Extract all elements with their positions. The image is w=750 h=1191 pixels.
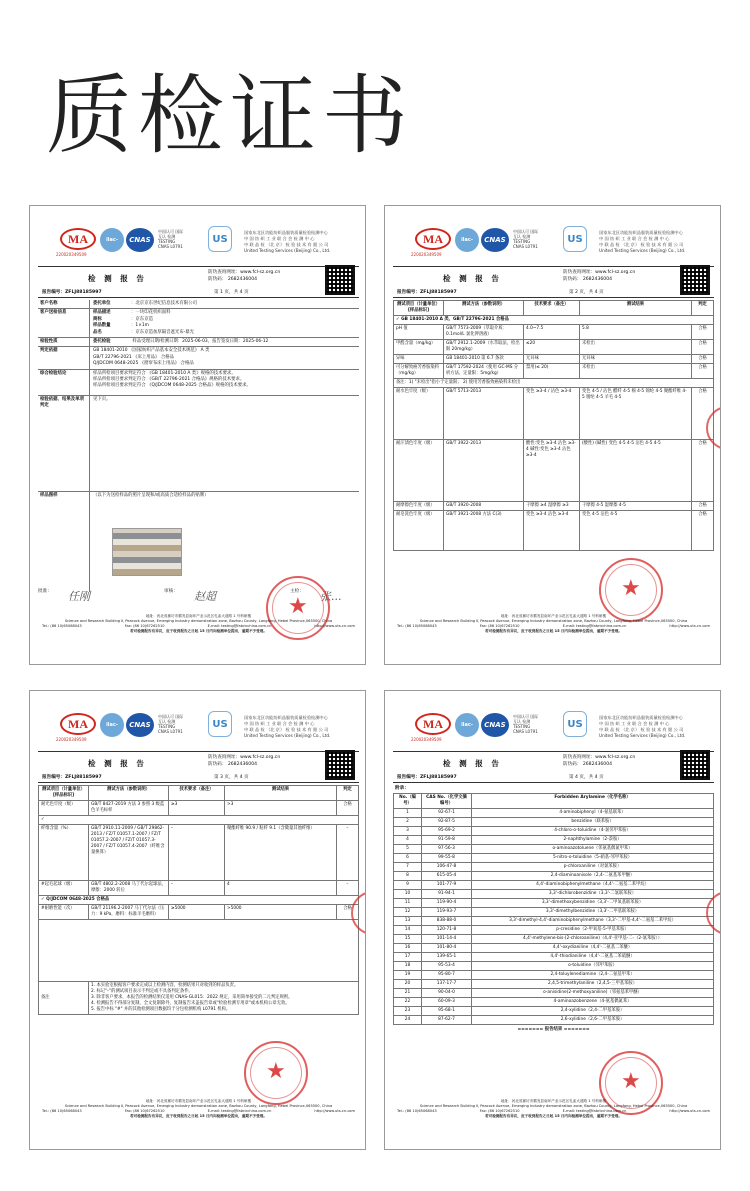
- cell-cas: 92-87-5: [422, 818, 472, 827]
- table-row: 耐皂洗色牢度（级） GB/T 3921-2008 方法 C(3) 变色 ≥3-4 沾色 ≥3-4 变色 4-5 沾色 4-5 合格: [394, 511, 714, 551]
- cell-no: 19: [394, 971, 422, 980]
- sample-row: 客户送检信息 样品描述 ：一块印花机织面料 商标 ：京东京造 样品数量 ：1×1m 品名 ：京东京造加厚隔音遮光布-暴光: [38, 309, 359, 338]
- cma-number: 220020349509: [411, 737, 442, 742]
- cell-no: 11: [394, 899, 422, 908]
- report-page-1: [29, 205, 366, 665]
- cell-cas: 87-62-7: [422, 1016, 472, 1025]
- table-row: 耐水色牢度（级） GB/T 5713-2013 变色 ≥3-4 / 沾色 ≥3-4 变色 4-5 / 沾色 醋纤 4-5 棉 4-5 锦纶 4-5 聚酯纤维 4-5 腈纶 4-5 羊毛 4-5 合格: [394, 388, 714, 440]
- cell-cas: 95-69-2: [422, 827, 472, 836]
- cell-name: 4,4'-diaminobiphenylmethane（4,4'-二氨基二苯甲烷）: [472, 881, 714, 890]
- cell-no: 22: [394, 998, 422, 1007]
- ilac-logo: ilac-MRA: [455, 713, 479, 737]
- cell-no: 15: [394, 935, 422, 944]
- cell-name: 3,3'-dichlorobenzidine（3,3'-二氯联苯胺）: [472, 890, 714, 899]
- page-number: 第 1 页，共 4 页: [214, 290, 249, 295]
- cnas-logo: CNAS: [481, 228, 509, 252]
- cell-name: 4-aminoazobenzene（4-氨基偶氮苯）: [472, 998, 714, 1007]
- cell-name: 4-aminobiphenyl（4-氨基联苯）: [472, 809, 714, 818]
- cell-name: benzidine（联苯胺）: [472, 818, 714, 827]
- cell-cas: 101-77-9: [422, 881, 472, 890]
- cell-name: 2,4-xylidine（2,4-二甲基苯胺）: [472, 1007, 714, 1016]
- table-row: 纤维含量（%） GB/T 2910.11-2009 / GB/T 29862-2013 / FZ/T 01057.1-2007 / FZ/T 01057.2-2007 / FZ/T 01057.3-2007 / FZ/T 01057.4-2007（纤维含量换算） – 聚酯纤维 90.9 / 粘纤 9.1（含微量其他纤维） –: [39, 825, 359, 881]
- cell-no: 18: [394, 962, 422, 971]
- cell-name: 2,4-toluylenediamine（2,4-二氨基甲苯）: [472, 971, 714, 980]
- cell-name: o-aminoazotoluene（邻氨基偶氮甲苯）: [472, 845, 714, 854]
- section-row: ✓ Q/JDCOM 0648-2025 合格品: [39, 896, 359, 905]
- cell-cas: 119-93-7: [422, 908, 472, 917]
- table-row: #耐磨性能（次） GB/T 21196.2-2007 马丁代尔法（压力：9 kPa，磨料：标准羊毛磨料） ≥5000 >5000 合格: [39, 905, 359, 920]
- cnas-logo: CNAS: [126, 228, 154, 252]
- cnas-text: 中国认可 国际互认 检测 TESTING CNAS L0791: [513, 714, 539, 734]
- ilac-logo: ilac-MRA: [100, 228, 124, 252]
- cnas-text: 中国认可 国际互认 检测 TESTING CNAS L0791: [158, 714, 184, 734]
- report-end-mark: ======= 报告结束 =======: [517, 1027, 590, 1033]
- client-row: 客户名称 委托单位 ：北京京东世纪信息技术有限公司: [38, 300, 359, 309]
- official-seal: ★: [244, 1041, 308, 1105]
- table-row: [394, 1016, 714, 1025]
- page-number: 第 4 页，共 4 页: [569, 775, 604, 780]
- ilac-logo: ilac-MRA: [100, 713, 124, 737]
- official-seal: ★: [266, 576, 330, 640]
- cell-cas: 95-80-7: [422, 971, 472, 980]
- cell-name: 3,3'-dimethoxybenzidine（3,3'-二甲氧基联苯胺）: [472, 899, 714, 908]
- table-row: [394, 944, 714, 953]
- cma-logo: MA: [415, 228, 451, 250]
- table-row: [394, 854, 714, 863]
- report-number: 报告编号：ZFLJ88185997: [397, 290, 457, 295]
- cma-logo: MA: [60, 713, 96, 735]
- report-footer: 地址：河北省廊坊市霸发县南环产业示范区孔雀大道路 1 号科研楼 Science and Research Building Ⅱ, Peacock Avenue, Emerging Industry demonstration zone, Bazhou County, Langfang, Hebei Province,065500, China Tel.: (86 10)65068043 Fax: (86 10)67262510 E-mail: testing@fabricchina.com.cn http://www.uts-cn.com 若对检测报告有异议，应于收到报告之日起 15 日内向检测单位提出，逾期不予受理。: [42, 614, 355, 633]
- org-name: 国家东北区功能纺织品服装质量检验检测中心 中 国 纺 织 工 业 联 合 会 检 测 中 心 中 联 品 检 （北 京） 检 验 技 术 有 限 公 司 United Testing Services (Beijing) Co., Ltd.: [599, 715, 686, 738]
- cnas-text: 中国认可 国际互认 检测 TESTING CNAS L0791: [158, 229, 184, 249]
- table-row: 耐光色牢度（级） GB/T 8427-2019 方法 3 参照 3 级蓝色羊毛标样 ≥3 >3 合格: [39, 801, 359, 816]
- verify-info: 防伪查询网址：www.fcl-sz.org.cn 防伪码： 2682436004: [208, 270, 281, 282]
- table-row: [394, 836, 714, 845]
- cell-cas: 90-04-0: [422, 989, 472, 998]
- report-number: 报告编号：ZFLJ88185997: [42, 290, 102, 295]
- cell-cas: 615-05-4: [422, 872, 472, 881]
- table-row: [394, 917, 714, 926]
- cell-cas: 91-59-8: [422, 836, 472, 845]
- inspect-row: 检验性质 委托检验 样品受理日期/检测日期：2025-06-03，报告签发日期：2025-06-12: [38, 338, 359, 347]
- cell-no: 21: [394, 989, 422, 998]
- section-row: ✓ GB 18401-2010 A 类、GB/T 22796-2021 合格品: [394, 316, 714, 325]
- cell-cas: 137-17-7: [422, 980, 472, 989]
- cell-name: 4,4'-methylene-bis-(2-chloroaniline)（4,4'-亚甲基-二-（2-氯苯胺））: [472, 935, 714, 944]
- arylamine-table: [393, 793, 714, 1025]
- table-row: [394, 890, 714, 899]
- uts-logo: US: [563, 226, 587, 252]
- uts-logo: US: [563, 711, 587, 737]
- cell-no: 7: [394, 863, 422, 872]
- cell-no: 3: [394, 827, 422, 836]
- table-row: #起毛起球（级） GB/T 4802.2-2008 马丁代尔起球法，摩擦：2000 转后 – 4 –: [39, 881, 359, 896]
- cell-no: 13: [394, 917, 422, 926]
- signatures: 批准： 任刚 审核： 赵超 主检： 张...: [38, 589, 342, 603]
- table-row: [394, 953, 714, 962]
- table-row: pH 值 GB/T 7573-2009（萃取介质：0.1mol/L 氯化钾溶液） 4.0~7.5 5.8 合格: [394, 325, 714, 340]
- table-row: [394, 980, 714, 989]
- cell-cas: 101-80-4: [422, 944, 472, 953]
- approver-signature: 任刚: [68, 590, 90, 603]
- cell-cas: 120-71-8: [422, 926, 472, 935]
- report-footer: 地址：河北省廊坊市霸发县南环产业示范区孔雀大道路 1 号科研楼 Science and Research Building Ⅱ, Peacock Avenue, Emerging Industry demonstration zone, Bazhou County, Langfang, Hebei Province,065500, China Tel.: (86 10)65068043 Fax: (86 10)67262510 E-mail: testing@fabricchina.com.cn http://www.uts-cn.com 若对检测报告有异议，应于收到报告之日起 15 日内向检测单位提出，逾期不予受理。: [397, 614, 710, 633]
- check-icon: ✓: [396, 317, 400, 322]
- table-row: 甲醛含量（mg/kg） GB/T 2912.1-2009（水萃取法，检出限 20mg/kg） ≤20 未检出 合格: [394, 340, 714, 355]
- cell-no: 23: [394, 1007, 422, 1016]
- check-icon: ✓: [41, 897, 45, 902]
- report-header: [385, 220, 720, 266]
- report-page-2: [384, 205, 721, 665]
- report-footer: 地址：河北省廊坊市霸发县南环产业示范区孔雀大道路 1 号科研楼 Science and Research Building Ⅱ, Peacock Avenue, Emerging Industry demonstration zone, Bazhou County, Langfang, Hebei Province,065500, China Tel.: (86 10)65068043 Fax: (86 10)67262510 E-mail: testing@fabricchina.com.cn http://www.uts-cn.com 若对检测报告有异议，应于收到报告之日起 15 日内向检测单位提出，逾期不予受理。: [42, 1099, 355, 1118]
- report-body: [38, 785, 359, 1015]
- report-title: 检 测 报 告: [443, 759, 502, 768]
- verify-info: 防伪查询网址：www.fcl-sz.org.cn 防伪码： 2682436004: [563, 270, 636, 282]
- report-title: 检 测 报 告: [88, 759, 147, 768]
- page-heading: 质检证书: [46, 66, 414, 166]
- cell-no: 12: [394, 908, 422, 917]
- cell-name: 4,4'-oxydianiline（4,4'-二氨基二苯醚）: [472, 944, 714, 953]
- qr-code: [680, 750, 710, 780]
- cell-name: 2,6-xylidine（2,6-二甲基苯胺）: [472, 1016, 714, 1025]
- report-title: 检 测 报 告: [88, 274, 147, 283]
- table-row: [394, 872, 714, 881]
- table-row: [394, 971, 714, 980]
- cma-number: 220020349509: [411, 252, 442, 257]
- report-header: [30, 705, 365, 751]
- cell-no: 10: [394, 890, 422, 899]
- cell-cas: 139-65-1: [422, 953, 472, 962]
- cnas-logo: CNAS: [481, 713, 509, 737]
- report-title-bar: [38, 266, 359, 298]
- cell-no: 16: [394, 944, 422, 953]
- cell-name: 2,4-diaminoanisole（2,4-二氨基苯甲醚）: [472, 872, 714, 881]
- verify-info: 防伪查询网址：www.fcl-sz.org.cn 防伪码： 2682436004: [563, 755, 636, 767]
- reviewer-signature: 赵超: [194, 590, 216, 603]
- table-row: [394, 845, 714, 854]
- table-row: [394, 989, 714, 998]
- cell-no: 1: [394, 809, 422, 818]
- tester-signature: 张...: [320, 590, 342, 603]
- cell-no: 24: [394, 1016, 422, 1025]
- cell-no: 5: [394, 845, 422, 854]
- cell-no: 2: [394, 818, 422, 827]
- table-row: [394, 935, 714, 944]
- cell-cas: 119-90-4: [422, 899, 472, 908]
- notes-row: 备注 1. 本实验室根据客户要求完成以上检测内容，检测结果只对收到的样品负责。 2. 标记"–"的测试项目表示不判定或不具备判定条件。 3. 除非客户要求，本报告的检测结果仅适用 CNAS-GL015：2022 规定，采用简单接受的二元判定规则。 4. 检测报告不得部分复制，全文复制除外，复制报告未盖报告章或"检验检测专用章"或本机构公章无效。 5. 报告中标 "#" 并的其他检测项目数据均于分包检测机构 L0791 机构。: [39, 982, 359, 1015]
- table-header-row: 测试项目（计量单位）[样品标识] 测试方法（参数说明） 技术要求（备注） 测试结果 判定: [39, 786, 359, 801]
- cell-name: 5-nitro-o-toluidine（5-硝基-邻甲苯胺）: [472, 854, 714, 863]
- report-header: [30, 220, 365, 266]
- table-row: [394, 998, 714, 1007]
- table-header-row: No.（编号） CAS No.（化学文摘编号） Forbidden Arylamine（化学名称）: [394, 794, 714, 809]
- blank-row: [39, 920, 359, 982]
- table-row: [394, 863, 714, 872]
- cell-no: 6: [394, 854, 422, 863]
- report-title: 检 测 报 告: [443, 274, 502, 283]
- cell-no: 17: [394, 953, 422, 962]
- cell-cas: 838-88-0: [422, 917, 472, 926]
- photo-row: 样品图样 （以下为送检样品的照片呈现和/或高质合适检样品的贴牌）: [38, 492, 359, 592]
- page-number: 第 2 页，共 4 页: [569, 290, 604, 295]
- table-row: [394, 899, 714, 908]
- conclusion-row: 综合检验结论 样品所检项目要求判定符合 《GB 18401-2010 A 类》规格的技术要求。 样品所检项目要求判定符合 《GB/T 22796-2021 合格品》规格的技术要求。 样品所检项目要求判定符合 《Q/JDCOM 0648-2025 合格品》规格的技术要求。: [38, 370, 359, 396]
- cell-name: 4-chloro-o-toluidine（4-氯邻甲苯胺）: [472, 827, 714, 836]
- report-title-bar: [393, 266, 714, 298]
- report-header: [385, 705, 720, 751]
- report-body: [393, 300, 714, 551]
- table-row: [394, 809, 714, 818]
- report-body: [393, 785, 714, 1034]
- cell-cas: 101-14-4: [422, 935, 472, 944]
- appendix-label: 附录：: [395, 786, 409, 791]
- verify-info: 防伪查询网址：www.fcl-sz.org.cn 防伪码： 2682436004: [208, 755, 281, 767]
- cma-logo: MA: [415, 713, 451, 735]
- cell-cas: 106-47-8: [422, 863, 472, 872]
- table-header-row: 测试项目（计量单位）[样品标识] 测试方法（参数说明） 技术要求（备注） 测试结果 判定: [394, 301, 714, 316]
- cell-no: 14: [394, 926, 422, 935]
- basis-row: 判定依据 GB 18401-2010 《国家纺织产品基本安全技术规范》 A 类 GB/T 22796-2021 《床上用品》 合格品 Q/JDCOM 0648-2025 《窗帘布床上用品》 合格品: [38, 347, 359, 369]
- qr-code: [325, 750, 355, 780]
- table-row: 异味 GB 18401-2010 第 6.7 条款 无异味 无异味 合格: [394, 355, 714, 364]
- remarks-row: 检验依据、结果及单项判定 见下页。: [38, 396, 359, 492]
- cell-cas: 95-68-1: [422, 1007, 472, 1016]
- table-row: [394, 1007, 714, 1016]
- report-title-bar: [38, 751, 359, 783]
- cell-name: o-anisidine(2-methoxyaniline)（邻氨基苯甲醚）: [472, 989, 714, 998]
- cma-number: 220020349509: [56, 252, 87, 257]
- cell-no: 20: [394, 980, 422, 989]
- cnas-text: 中国认可 国际互认 检测 TESTING CNAS L0791: [513, 229, 539, 249]
- qr-code: [325, 265, 355, 295]
- cell-name: o-toluidine（邻甲苯胺）: [472, 962, 714, 971]
- cell-cas: 91-94-1: [422, 890, 472, 899]
- page-number: 第 3 页，共 4 页: [214, 775, 249, 780]
- cell-no: 8: [394, 872, 422, 881]
- cell-name: p-cresidine（2-甲氧基-5-甲基苯胺）: [472, 926, 714, 935]
- report-title-bar: [393, 751, 714, 783]
- cell-no: 9: [394, 881, 422, 890]
- check-row: [39, 816, 359, 825]
- official-seal: ★: [599, 558, 663, 622]
- fabric-sample-image: [112, 528, 182, 576]
- report-page-3: [29, 690, 366, 1150]
- cell-name: 2,4,5-trimethylaniline（2,4,5-三甲基苯胺）: [472, 980, 714, 989]
- qr-code: [680, 265, 710, 295]
- org-name: 国家东北区功能纺织品服装质量检验检测中心 中 国 纺 织 工 业 联 合 会 检 测 中 心 中 联 品 检 （北 京） 检 验 技 术 有 限 公 司 United Testing Services (Beijing) Co., Ltd.: [244, 715, 331, 738]
- cell-cas: 60-09-3: [422, 998, 472, 1007]
- table-row: [394, 818, 714, 827]
- report-number: 报告编号：ZFLJ88185997: [42, 775, 102, 780]
- report-footer: 地址：河北省廊坊市霸发县南环产业示范区孔雀大道路 1 号科研楼 Science and Research Building Ⅱ, Peacock Avenue, Emerging Industry demonstration zone, Bazhou County, Langfang, Hebei Province,065500, China Tel.: (86 10)65068043 Fax: (86 10)67262510 E-mail: testing@fabricchina.com.cn http://www.uts-cn.com 若对检测报告有异议，应于收到报告之日起 15 日内向检测单位提出，逾期不予受理。: [397, 1099, 710, 1118]
- uts-logo: US: [208, 226, 232, 252]
- ilac-logo: ilac-MRA: [455, 228, 479, 252]
- cell-name: 2-naphthylamine（2-萘胺）: [472, 836, 714, 845]
- table-row: [394, 926, 714, 935]
- cell-name: 3,3'-dimethylbenzidine（3,3'-二甲基联苯胺）: [472, 908, 714, 917]
- cnas-logo: CNAS: [126, 713, 154, 737]
- table-row: 耐汗渍色牢度（级） GB/T 3922-2013 酸性:变色 ≥3-4 沾色 ≥3-4 碱性:变色 ≥3-4 沾色 ≥3-4 (酸性) (碱性) 变色 4-5 4-5 沾色 4-5 4-5 合格: [394, 440, 714, 502]
- cell-cas: 92-67-1: [422, 809, 472, 818]
- cell-cas: 97-56-3: [422, 845, 472, 854]
- test-results-table: [38, 785, 359, 1015]
- table-row: [394, 881, 714, 890]
- report-number: 报告编号：ZFLJ88185997: [397, 775, 457, 780]
- report-body: [38, 300, 359, 592]
- org-name: 国家东北区功能纺织品服装质量检验检测中心 中 国 纺 织 工 业 联 合 会 检 测 中 心 中 联 品 检 （北 京） 检 验 技 术 有 限 公 司 United Testing Services (Beijing) Co., Ltd.: [244, 230, 331, 253]
- table-row: 耐摩擦色牢度（级） GB/T 3920-2008 干摩擦 ≥4 湿摩擦 ≥3 干摩擦 4-5 湿摩擦 4-5 合格: [394, 502, 714, 511]
- cell-name: 3,3'-dimethyl-4,4'-diaminobiphenylmethane（3,3'-二甲基-4,4'-二氨基二苯甲烷）: [472, 917, 714, 926]
- official-seal: ★: [599, 1051, 663, 1115]
- table-row: [394, 962, 714, 971]
- check-icon: ✓: [41, 817, 45, 822]
- cma-logo: MA: [60, 228, 96, 250]
- cell-name: p-chloroaniline（对氯苯胺）: [472, 863, 714, 872]
- cell-cas: 95-53-4: [422, 962, 472, 971]
- report-page-4: [384, 690, 721, 1150]
- table-row: [394, 827, 714, 836]
- note-row: 备注：1) "未检出"指小于定量限； 2) 使用芳香胺致癌染料未检出: [394, 379, 714, 388]
- cell-cas: 99-55-8: [422, 854, 472, 863]
- table-row: [394, 908, 714, 917]
- uts-logo: US: [208, 711, 232, 737]
- cell-no: 4: [394, 836, 422, 845]
- test-results-table: [393, 300, 714, 551]
- cell-name: 4,4'-thiodianiline（4,4'-二氨基二苯硫醚）: [472, 953, 714, 962]
- org-name: 国家东北区功能纺织品服装质量检验检测中心 中 国 纺 织 工 业 联 合 会 检 测 中 心 中 联 品 检 （北 京） 检 验 技 术 有 限 公 司 United Testing Services (Beijing) Co., Ltd.: [599, 230, 686, 253]
- table-row: 可分解致癌芳香胺染料（mg/kg） GB/T 17592-2024（使用 GC-MS 分析方法，定量限：5mg/kg） 禁用(≤ 20) 未检出 合格: [394, 364, 714, 379]
- cma-number: 220020349509: [56, 737, 87, 742]
